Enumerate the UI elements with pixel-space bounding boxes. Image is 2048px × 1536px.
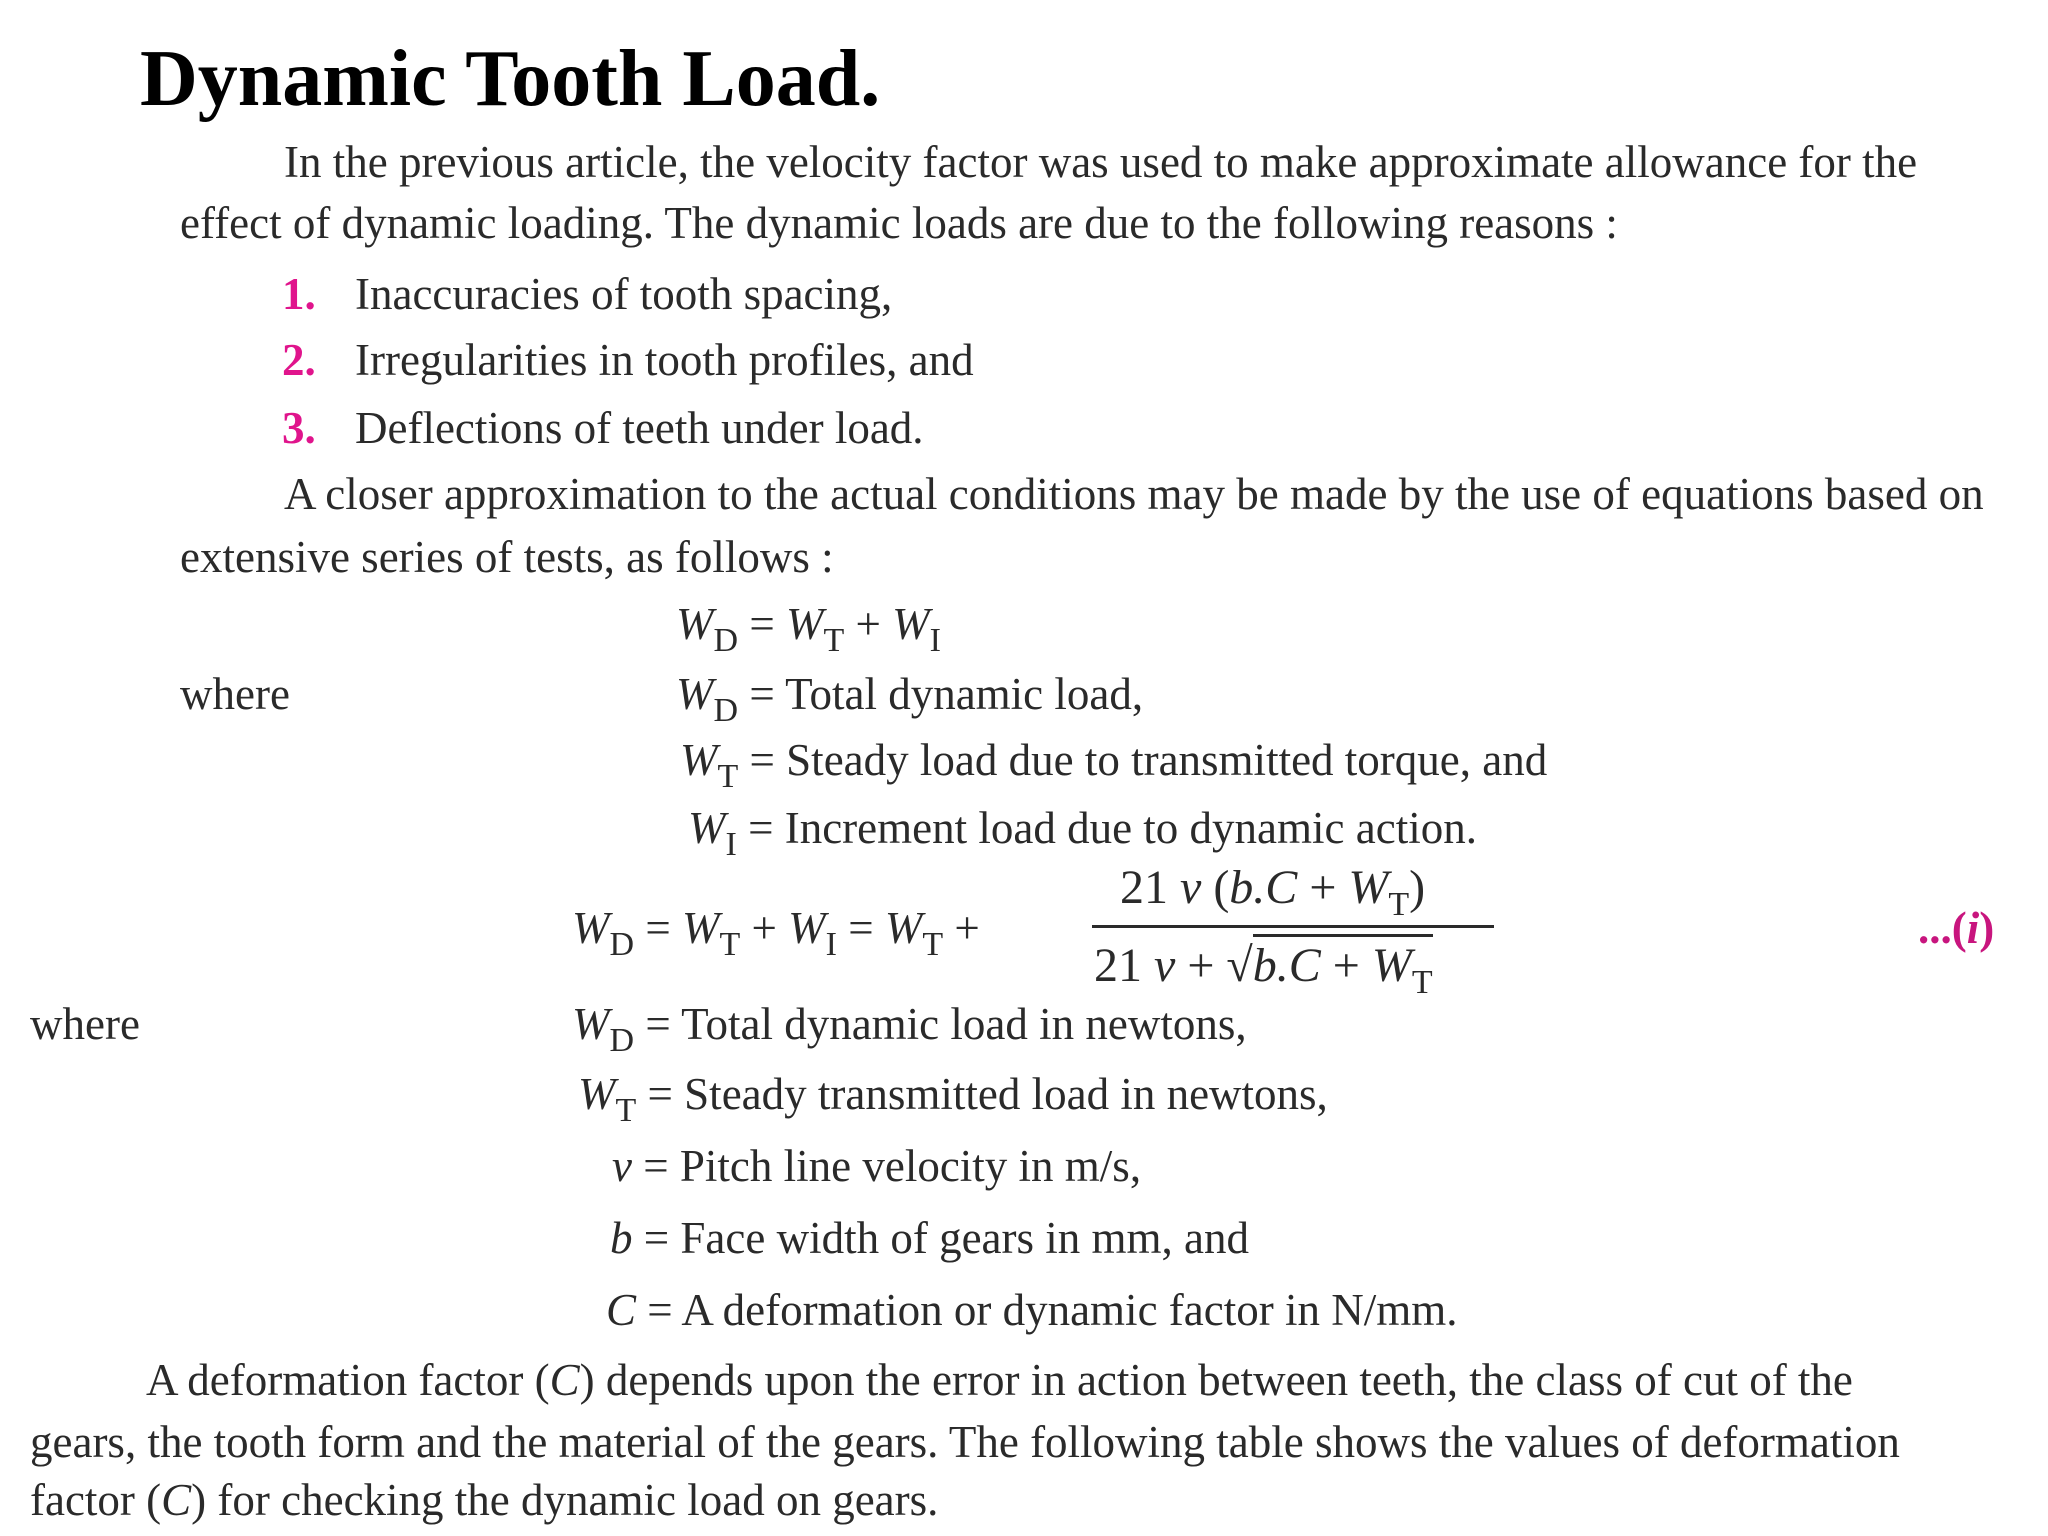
equation-sum: $W_D = W_T + W_I$	[676, 599, 941, 659]
list-item-text: Deflections of teeth under load.	[355, 403, 924, 453]
fraction-numerator: 21 v $(b.C + W_T)$	[1120, 861, 1426, 923]
where-label: where	[30, 999, 140, 1049]
list-item-text: Inaccuracies of tooth spacing,	[355, 269, 893, 319]
definition-row: $W_T$ = Steady load due to transmitted torque, and	[680, 735, 1548, 795]
closing-line-2: gears, the tooth form and the material of the gears. The following table shows the values of deformation	[30, 1417, 1900, 1467]
definition-row: $W_D$ = Total dynamic load in newtons,	[572, 999, 1247, 1059]
list-item	[282, 268, 316, 320]
definition-row: $W_T$ = Steady transmitted load in newtons,	[578, 1069, 1328, 1129]
definition-row: C = A deformation or dynamic factor in N/mm.	[606, 1285, 1458, 1335]
list-item	[282, 402, 316, 454]
sqrt-symbol: √	[1226, 939, 1253, 992]
where-label: where	[180, 669, 290, 719]
list-item-text: Irregularities in tooth profiles, and	[355, 335, 974, 385]
page-title: Dynamic Tooth Load.	[140, 35, 881, 123]
list-number: 2.	[282, 335, 316, 385]
equation-main-lhs: $W_D = W_T + W_I = W_T$ +	[572, 903, 980, 963]
list-item	[282, 334, 316, 386]
intro-line-1: In the previous article, the velocity factor was used to make approximate allowance for the	[284, 137, 1918, 187]
fraction-bar	[1092, 925, 1494, 928]
definition-row: $W_I$ = Increment load due to dynamic action.	[688, 803, 1477, 863]
list-number: 3.	[282, 403, 316, 453]
definition-row: b = Face width of gears in mm, and	[610, 1213, 1249, 1263]
closing-line-3: factor (C) for checking the dynamic load on gears.	[30, 1475, 939, 1525]
list-number: 1.	[282, 269, 316, 319]
intro-line-2: effect of dynamic loading. The dynamic loads are due to the following reasons :	[180, 198, 1618, 248]
definition-row: v = Pitch line velocity in m/s,	[612, 1141, 1142, 1191]
approx-line-2: extensive series of tests, as follows :	[180, 532, 834, 582]
approx-line-1: A closer approximation to the actual conditions may be made by the use of equations based on	[284, 469, 1984, 519]
closing-line-1: A deformation factor (C) depends upon the error in action between teeth, the class of cut of the	[146, 1355, 1853, 1405]
definition-row: $W_D$ = Total dynamic load,	[676, 669, 1144, 729]
equation-number: ...(i)	[1918, 903, 1995, 953]
fraction-denominator: 21 $v + √b.C + W_T$	[1094, 938, 1433, 993]
